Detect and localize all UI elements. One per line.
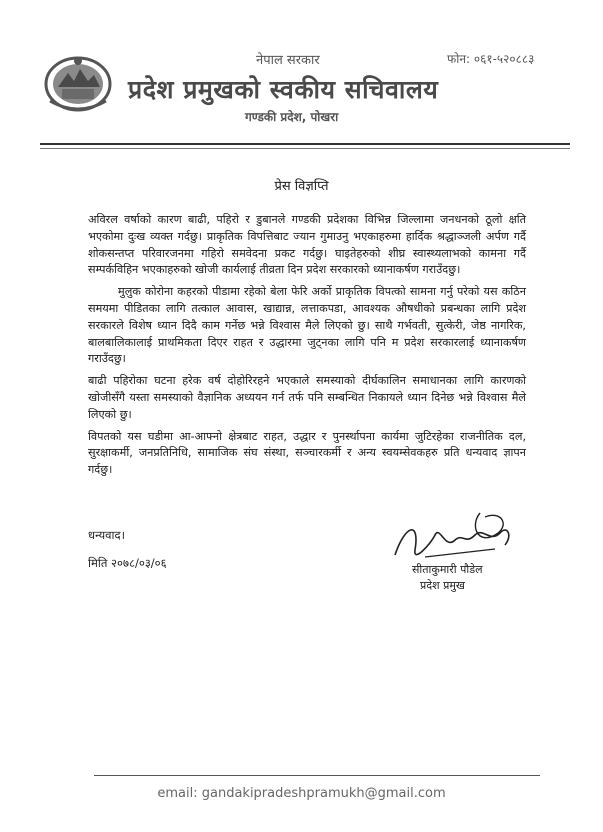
document-date: मिति २०७८/०३/०६	[88, 556, 167, 570]
paragraph: विपतको यस घडीमा आ-आफ्नो क्षेत्रबाट राहत, उद्धार र पुनर्स्थापना कार्यमा जुटिरहेका राजनीतिक दल, सुरक्षाकर्मी, जनप्रतिनिधि, सामाजिक संघ संस्था, सञ्चारकर्मी र अन्य स्वयम्सेवकहरु प्रति धन्यवाद ज्ञापन गर्दछु।	[88, 429, 526, 477]
nepal-emblem-icon	[44, 55, 112, 113]
document-title: प्रेस विज्ञप्ति	[274, 179, 329, 194]
footer-divider	[94, 775, 540, 776]
office-name: प्रदेश प्रमुखको स्वकीय सचिवालय	[128, 75, 439, 104]
office-location: गण्डकी प्रदेश, पोखरा	[245, 110, 339, 124]
phone-number: फोन: ०६१-५२०८८३	[447, 52, 535, 66]
header-divider-thin	[40, 148, 570, 149]
signer-name: सीताकुमारी पौडेल	[412, 563, 483, 576]
paragraph: बाढी पहिरोका घटना हरेक वर्ष दोहोरिरहने भएकाले समस्याको दीर्घकालिन समाधानका लागि कारणको खोजीसँगै यस्ता समस्याको वैज्ञानिक अध्ययन गर्न तर्फ पनि सम्बन्धित निकायले ध्यान दिनेछ भन्ने विश्वास मैले लिएको छु।	[88, 374, 526, 421]
document-body	[88, 212, 526, 484]
handwritten-signature-icon	[385, 505, 520, 570]
signer-title: प्रदेश प्रमुख	[420, 579, 465, 592]
closing-text: धन्यवाद।	[88, 528, 125, 542]
paragraph: मुलुक कोरोना कहरको पीडामा रहेको बेला फेरि अर्को प्राकृतिक विपत्को सामना गर्नु परेको यस कठिन समयमा पीडितका लागि तत्काल आवास, खाद्यान्न, लत्ताकपडा, आवश्यक औषधीको प्रबन्धका लागि प्रदेश सरकारले विशेष ध्यान दिदै काम गर्नेछ भन्ने विश्वास मैले लिएको छु। साथै गर्भवती, सुत्केरी, जेष्ठ नागरिक, बालबालिकालाई प्राथमिकता दिएर राहत र उद्धारमा जुट्नका लागि पनि म प्रदेश सरकारलाई ध्यानाकर्षण गराउँदछु।	[88, 285, 526, 366]
paragraph: अविरल वर्षाको कारण बाढी, पहिरो र डुबानले गण्डकी प्रदेशका विभिन्न जिल्लामा जनधनको ठूलो क्षति भएकोमा दुःख व्यक्त गर्दछु। प्राकृतिक विपत्तिबाट ज्यान गुमाउनु भएकाहरुमा हार्दिक श्रद्धाञ्जली अर्पण गर्दै शोकसन्तप्त परिवारजनमा गहिरो समवेदना प्रकट गर्दछु। घाइतेहरुको शीघ्र स्वास्थ्यलाभको कामना गर्दै सम्पर्कविहिन भएकाहरुको खोजी कार्यलाई तीव्रता दिन प्रदेश सरकारको ध्यानाकर्षण गराउँदछु।	[88, 213, 526, 277]
government-label: नेपाल सरकार	[256, 53, 320, 68]
header-divider	[40, 143, 570, 145]
footer-email: email: gandakipradeshpramukh@gmail.com	[157, 786, 446, 801]
